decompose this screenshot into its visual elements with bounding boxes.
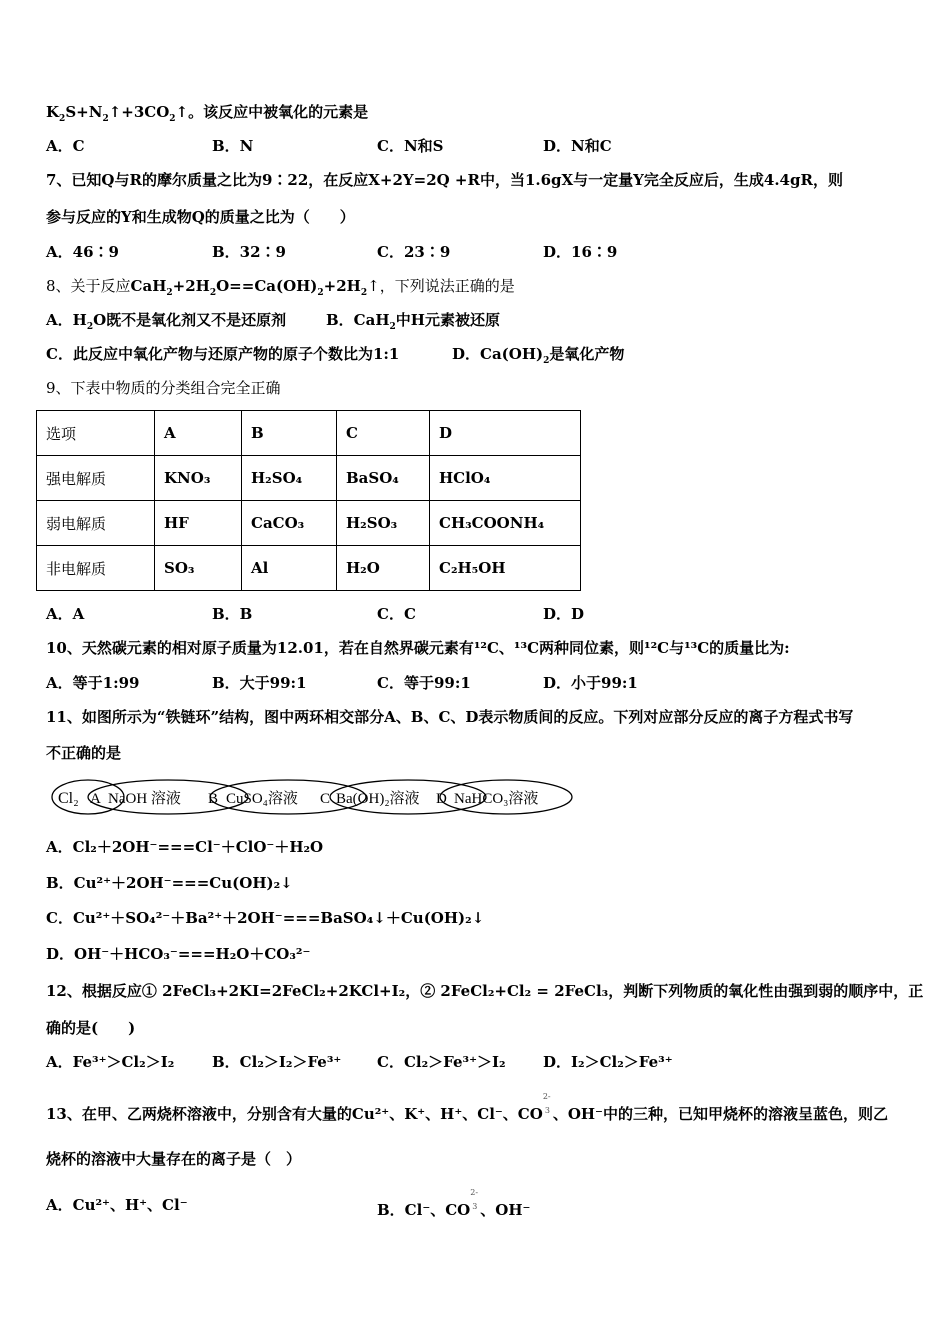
table-cell: H₂SO₃ xyxy=(337,501,430,546)
table-cell: Al xyxy=(242,546,337,591)
iron-chain-diagram xyxy=(48,776,578,818)
q8-option-c[interactable]: C．此反应中氧化产物与还原产物的原子个数比为1:1 xyxy=(46,345,400,363)
q6-option-c[interactable]: C．N和S xyxy=(377,137,444,155)
q8-option-a[interactable]: A．$H_2O$既不是氧化剂又不是还原剂 xyxy=(46,311,287,332)
table-row xyxy=(37,501,581,546)
q7-option-d[interactable]: D．16∶9 xyxy=(543,243,618,261)
table-cell: CH₃COONH₄ xyxy=(430,501,581,546)
carbonate-charge-stack: 2- 3 xyxy=(470,1188,479,1211)
chain-junction-a: A xyxy=(90,791,101,807)
table-header-cell: D xyxy=(430,411,581,456)
table-row xyxy=(37,456,581,501)
chain-label-naoh: NaOH 溶液 xyxy=(108,791,181,807)
q10-option-b[interactable]: B．大于99:1 xyxy=(212,674,307,692)
q6-option-b[interactable]: B．N xyxy=(212,137,254,155)
table-header-cell: A xyxy=(155,411,242,456)
chain-label-baoh2: Ba(OH)₂溶液 xyxy=(336,791,420,807)
q8-option-d[interactable]: D．$Ca(OH)_2$是氧化产物 xyxy=(452,345,625,366)
chain-label-cuso4: CuSO₄溶液 xyxy=(226,791,298,807)
q11-option-c[interactable]: C．Cu²⁺＋SO₄²⁻＋Ba²⁺＋2OH⁻===BaSO₄↓＋Cu(OH)₂↓ xyxy=(46,909,485,927)
q7-option-b[interactable]: B．32∶9 xyxy=(212,243,286,261)
table-row-label: 强电解质 xyxy=(37,456,155,501)
carbonate-charge-stack: 2- 3 xyxy=(542,1092,551,1115)
table-cell: CaCO₃ xyxy=(242,501,337,546)
chain-label-nahco3: NaHCO₃溶液 xyxy=(454,791,539,807)
q13-stem-line2: 烧杯的溶液中大量存在的离子是（ ） xyxy=(46,1150,302,1168)
q7-stem-line1: 7、已知Q与R的摩尔质量之比为9∶22，在反应X+2Y=2Q +R中，当1.6gX与一定量Y完全反应后，生成4.4gR，则 xyxy=(46,171,843,189)
q7-option-a[interactable]: A．46∶9 xyxy=(46,243,119,261)
q11-option-d[interactable]: D．OH⁻＋HCO₃⁻===H₂O＋CO₃²⁻ xyxy=(46,945,311,963)
q11-stem-line1: 11、如图所示为“铁链环”结构，图中两环相交部分A、B、C、D表示物质间的反应。下列对应部分反应的离子方程式书写 xyxy=(46,708,854,726)
table-header-row xyxy=(37,411,581,456)
q9-option-d[interactable]: D．D xyxy=(543,605,585,623)
table-header-cell: B xyxy=(242,411,337,456)
q12-stem-line2: 确的是( ) xyxy=(46,1019,136,1037)
table-cell: BaSO₄ xyxy=(337,456,430,501)
q12-option-b[interactable]: B．Cl₂＞I₂＞Fe³⁺ xyxy=(212,1053,342,1071)
chain-label-cl2: Cl₂ xyxy=(58,790,79,807)
table-cell: SO₃ xyxy=(155,546,242,591)
q7-option-c[interactable]: C．23∶9 xyxy=(377,243,451,261)
q12-option-d[interactable]: D．I₂＞Cl₂＞Fe³⁺ xyxy=(543,1053,673,1071)
table-cell: H₂O xyxy=(337,546,430,591)
q8-stem: 8、关于反应$CaH_2+2H_2O==Ca(OH)_2+2H_2↑$，下列说法正确的是 xyxy=(46,277,515,298)
q11-option-b[interactable]: B．Cu²⁺＋2OH⁻===Cu(OH)₂↓ xyxy=(46,874,293,892)
table-cell: KNO₃ xyxy=(155,456,242,501)
q12-stem-line1: 12、根据反应① 2FeCl₃+2KI=2FeCl₂+2KCl+I₂，② 2FeCl₂+Cl₂ = 2FeCl₃，判断下列物质的氧化性由强到弱的顺序中，正 xyxy=(46,982,924,1000)
q11-option-a[interactable]: A．Cl₂＋2OH⁻===Cl⁻＋ClO⁻＋H₂O xyxy=(46,838,324,856)
q6-stem: $K_2S+N_2↑+3CO_2↑$。该反应中被氧化的元素是 xyxy=(46,103,369,124)
q7-stem-line2: 参与反应的Y和生成物Q的质量之比为（ ） xyxy=(46,208,355,226)
q9-option-a[interactable]: A．A xyxy=(46,605,85,623)
q8-option-b[interactable]: B．CaH$_2$中H元素被还原 xyxy=(326,311,500,332)
q13-option-a[interactable]: A．Cu²⁺、H⁺、Cl⁻ xyxy=(46,1196,188,1214)
q12-option-c[interactable]: C．Cl₂＞Fe³⁺＞I₂ xyxy=(377,1053,506,1071)
table-header-cell: 选项 xyxy=(37,411,155,456)
q13-option-b[interactable]: B．Cl⁻、CO 2- 3 、OH⁻ xyxy=(377,1188,531,1219)
q10-stem: 10、天然碳元素的相对原子质量为12.01，若在自然界碳元素有¹²C、¹³C两种同位素，则¹²C与¹³C的质量比为: xyxy=(46,639,790,657)
q13-stem-line1: 13、在甲、乙两烧杯溶液中，分别含有大量的Cu²⁺、K⁺、H⁺、Cl⁻、CO 2- 3 、OH⁻中的三种，已知甲烧杯的溶液呈蓝色，则乙 xyxy=(46,1092,888,1123)
q10-option-d[interactable]: D．小于99:1 xyxy=(543,674,638,692)
q10-option-a[interactable]: A．等于1:99 xyxy=(46,674,140,692)
table-cell: HClO₄ xyxy=(430,456,581,501)
q9-stem: 9、下表中物质的分类组合完全正确 xyxy=(46,379,281,397)
chain-junction-b: B xyxy=(208,791,219,807)
table-cell: HF xyxy=(155,501,242,546)
q6-option-d[interactable]: D．N和C xyxy=(543,137,612,155)
chain-junction-d: D xyxy=(436,791,447,807)
q10-option-c[interactable]: C．等于99:1 xyxy=(377,674,471,692)
table-header-cell: C xyxy=(337,411,430,456)
q11-stem-line2: 不正确的是 xyxy=(46,744,122,762)
q9-option-b[interactable]: B．B xyxy=(212,605,253,623)
chain-junction-c: C xyxy=(320,791,331,807)
q9-option-c[interactable]: C．C xyxy=(377,605,416,623)
table-row-label: 非电解质 xyxy=(37,546,155,591)
table-row xyxy=(37,546,581,591)
table-row-label: 弱电解质 xyxy=(37,501,155,546)
table-cell: H₂SO₄ xyxy=(242,456,337,501)
table-cell: C₂H₅OH xyxy=(430,546,581,591)
classification-table xyxy=(36,410,581,591)
q6-option-a[interactable]: A．C xyxy=(46,137,85,155)
q12-option-a[interactable]: A．Fe³⁺＞Cl₂＞I₂ xyxy=(46,1053,175,1071)
